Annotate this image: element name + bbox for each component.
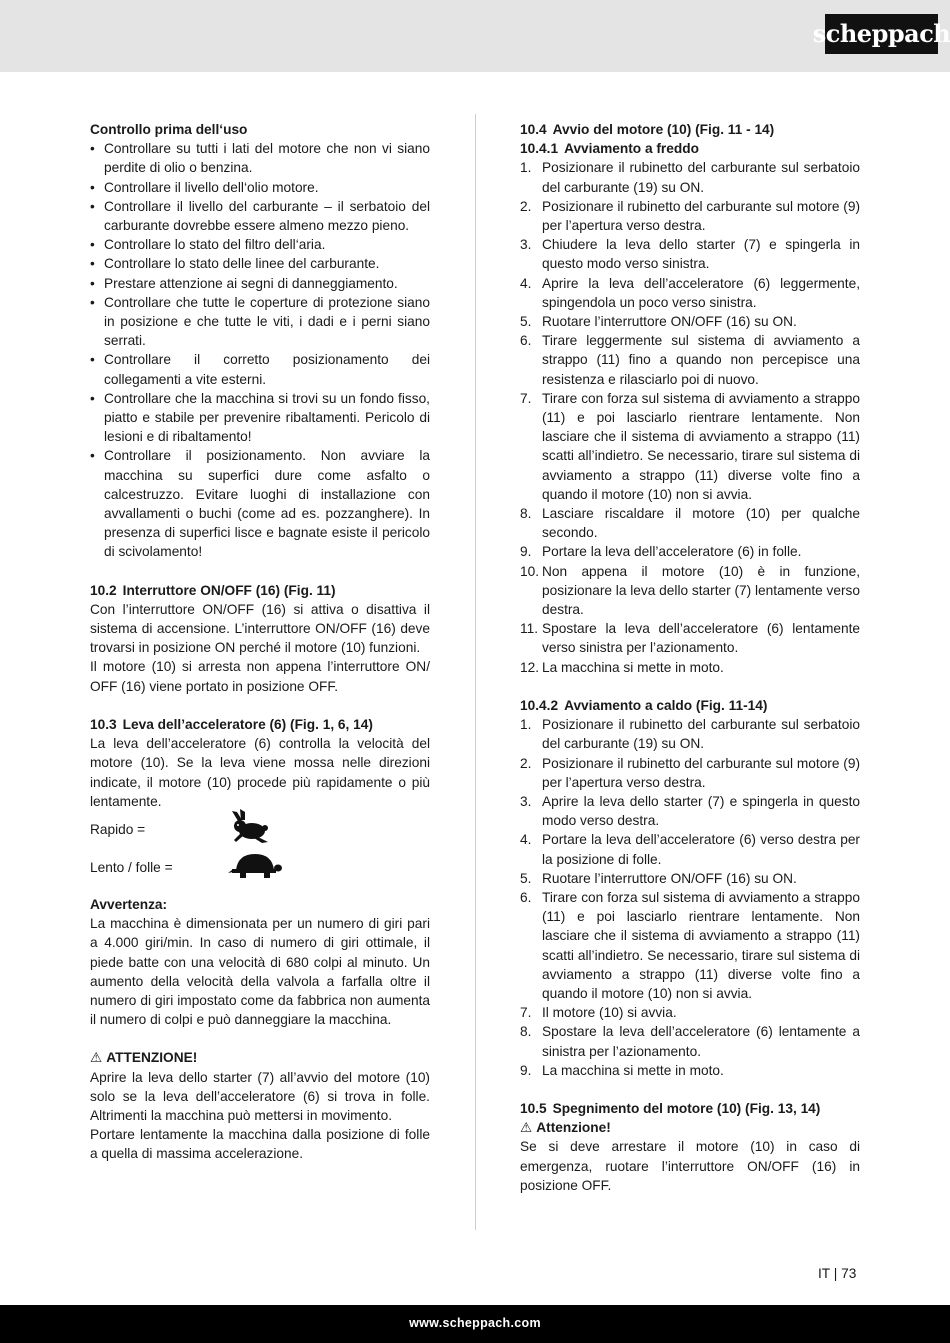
section-title: Avviamento a caldo (Fig. 11-14) <box>564 697 768 713</box>
warm-start-steps <box>520 715 860 1080</box>
rabbit-icon <box>228 809 272 850</box>
turtle-icon <box>228 850 282 885</box>
step-number: 6. <box>520 333 532 349</box>
list-item: • Controllare che tutte le coperture di protezione siano in posizione e che tutte le viti, i dadi e i perni siano serrati. <box>90 293 430 351</box>
list-item: • Controllare su tutti i lati del motore che non vi siano perdite di olio o benzina. <box>90 139 430 177</box>
step-text: Aprire la leva dello starter (7) e spingerla in questo modo verso destra. <box>542 793 860 829</box>
step-item <box>520 869 860 888</box>
step-item <box>520 754 860 792</box>
step-number: 3. <box>520 793 532 809</box>
step-text: Posizionare il rubinetto del carburante sul motore (9) per l’apertura verso destra. <box>542 198 861 234</box>
paragraph: Con l’interruttore ON/OFF (16) si attiva o disattiva il sistema di accensione. L’interruttore ON/OFF (16) deve trovarsi in posizione ON perché il motore (10) funzioni. <box>90 601 430 656</box>
step-text: Ruotare l’interruttore ON/OFF (16) su ON. <box>542 314 797 330</box>
step-item <box>520 1061 860 1080</box>
page-number-value: 73 <box>841 1266 857 1281</box>
step-item <box>520 830 860 868</box>
paragraph: Il motore (10) si arresta non appena l’interruttore ON/ OFF (16) viene portato in posizione OFF. <box>90 659 430 694</box>
step-number: 5. <box>520 314 532 330</box>
step-text: Tirare leggermente sul sistema di avviamento a strappo (11) fino a quando non percepisce una resistenza e rilasciarlo poi di nuovo. <box>542 333 860 387</box>
section-number: 10.5 <box>520 1100 547 1116</box>
step-item <box>520 504 860 542</box>
step-text: Aprire la leva dell’acceleratore (6) leggermente, spingendola un poco verso sinistra. <box>542 275 860 310</box>
step-number: 11. <box>520 621 539 637</box>
step-number: 5. <box>520 870 532 886</box>
section-10-4-1-heading <box>520 139 860 158</box>
step-item <box>520 158 860 196</box>
website-link[interactable]: www.scheppach.com <box>409 1316 541 1331</box>
step-item <box>520 619 860 657</box>
step-item <box>520 658 860 677</box>
attention-title: ATTENZIONE! <box>106 1050 198 1066</box>
brand-logo: scheppach <box>825 14 938 54</box>
list-item: • Controllare il corretto posizionamento dei collegamenti a vite esterni. <box>90 350 430 388</box>
check-list <box>90 139 430 561</box>
section-10-2-heading <box>90 581 430 600</box>
step-item <box>520 562 860 620</box>
list-item: • Controllare il livello del carburante – il serbatoio del carburante dovrebbe essere almeno mezzo pieno. <box>90 197 430 235</box>
list-item: • Controllare lo stato delle linee del carburante. <box>90 254 430 273</box>
page-separator: | <box>833 1266 838 1281</box>
page-number <box>818 1264 856 1283</box>
step-number: 7. <box>520 390 532 406</box>
step-number: 3. <box>520 237 532 253</box>
list-item: • Controllare che la macchina si trovi su un fondo fisso, piatto e stabile per prevenire ribaltamenti. Pericolo di lesioni e di ribaltamento! <box>90 389 430 447</box>
warning-heading: Avvertenza: <box>90 896 168 912</box>
warning-triangle-icon: ⚠ <box>90 1050 103 1066</box>
cold-start-steps <box>520 158 860 676</box>
paragraph: Se si deve arrestare il motore (10) in caso di emergenza, ruotare l’interruttore ON/OFF (16) in posizione OFF. <box>520 1139 860 1193</box>
step-item <box>520 197 860 235</box>
section-10-5-heading <box>520 1099 860 1118</box>
step-text: Portare la leva dell’acceleratore (6) in folle. <box>542 544 802 560</box>
right-column <box>520 120 860 1195</box>
step-item <box>520 715 860 753</box>
check-heading: Controllo prima dell‘uso <box>90 122 248 137</box>
step-text: Il motore (10) si avvia. <box>542 1005 677 1021</box>
list-item: • Controllare il livello dell‘olio motore. <box>90 178 430 197</box>
step-text: La macchina si mette in moto. <box>542 659 724 675</box>
section-title: Leva dell’acceleratore (6) (Fig. 1, 6, 14) <box>122 716 373 732</box>
step-text: Chiudere la leva dello starter (7) e spingerla in questo modo verso sinistra. <box>542 237 860 272</box>
section-10-4-heading <box>520 120 860 139</box>
step-number: 8. <box>520 1024 532 1040</box>
left-column <box>90 120 430 1164</box>
step-number: 2. <box>520 198 532 214</box>
section-title: Avvio del motore (10) (Fig. 11 - 14) <box>552 122 775 137</box>
warning-triangle-icon: ⚠ <box>520 1120 533 1136</box>
step-text: Posizionare il rubinetto del carburante sul motore (9) per l’apertura verso destra. <box>542 755 861 790</box>
step-number: 2. <box>520 755 532 771</box>
step-number: 9. <box>520 1062 532 1078</box>
step-text: Tirare con forza sul sistema di avviamento a strappo (11) e poi lasciarlo rientrare lentamente. Non lasciare che il sistema di avviamento a strappo (11) scatti all’indietro. Se necessario, tirare sul sistema di avviamento a strappo (11) diverse volte fino a quando il motore (10) non si avvia. <box>542 390 860 502</box>
step-text: Spostare la leva dell’acceleratore (6) lentamente verso sinistra per l’azionamento. <box>542 621 860 656</box>
column-divider <box>475 114 476 1230</box>
paragraph: Aprire la leva dello starter (7) all’avvio del motore (10) solo se la leva dell’acceleratore (6) si trova in folle. Altrimenti la macchina può mettersi in movimento. <box>90 1069 430 1123</box>
section-number: 10.2 <box>90 582 117 598</box>
step-number: 1. <box>520 160 532 176</box>
section-10-3-heading <box>90 715 430 734</box>
section-title: Avviamento a freddo <box>564 141 699 157</box>
section-number: 10.4.1 <box>520 141 559 157</box>
section-title: Spegnimento del motore (10) (Fig. 13, 14) <box>552 1100 821 1116</box>
page-lang: IT <box>818 1266 830 1281</box>
section-number: 10.4.2 <box>520 697 559 713</box>
section-number: 10.3 <box>90 716 117 732</box>
section-title: Interruttore ON/OFF (16) (Fig. 11) <box>122 582 336 598</box>
list-item: • Controllare lo stato del filtro dell‘aria. <box>90 235 430 254</box>
step-item <box>520 888 860 1003</box>
attention-title: Attenzione! <box>536 1120 611 1136</box>
fast-row <box>90 811 430 849</box>
step-number: 9. <box>520 544 532 560</box>
paragraph: La macchina è dimensionata per un numero di giri pari a 4.000 giri/min. In caso di numero di giri ottimale, il piede batte con una velocità di 680 colpi al minuto. Un aumento della velocità della valvola a farfalla oltre il numero di giri impostato come da fabbrica non aumenta il numero di colpi e può danneggiare la macchina. <box>90 916 430 1028</box>
step-text: La macchina si mette in moto. <box>542 1062 724 1078</box>
step-text: Posizionare il rubinetto del carburante sul serbatoio del carburante (19) su ON. <box>542 160 860 195</box>
step-number: 4. <box>520 832 532 848</box>
step-number: 8. <box>520 506 532 522</box>
step-item <box>520 1003 860 1022</box>
step-number: 1. <box>520 717 532 733</box>
step-number: 6. <box>520 889 532 905</box>
list-item: • Controllare il posizionamento. Non avviare la macchina su superfici dure come asfalto o calcestruzzo. Evitare luoghi di installazione con avvallamenti o buchi (come ad es. pozzanghere). In presenza di superfici lisce e bagnate esiste il pericolo di scivolamento! <box>90 446 430 561</box>
list-item: • Prestare attenzione ai segni di danneggiamento. <box>90 274 430 293</box>
step-item <box>520 274 860 312</box>
paragraph: Portare lentamente la macchina dalla posizione di folle a quella di massima accelerazione. <box>90 1127 430 1162</box>
step-text: Non appena il motore (10) è in funzione, posizionare la leva dello starter (7) lentamente verso destra. <box>542 563 861 618</box>
step-item <box>520 1022 860 1060</box>
step-number: 10. <box>520 563 540 579</box>
attention-heading <box>520 1118 860 1137</box>
step-number: 4. <box>520 275 532 291</box>
paragraph: La leva dell’acceleratore (6) controlla la velocità del motore (10). Se la leva viene mossa nelle direzioni indicate, il motore (10) procede più rapidamente o più lentamente. <box>90 736 430 809</box>
step-text: Tirare con forza sul sistema di avviamento a strappo (11) e poi lasciarlo rientrare lentamente. Non lasciare che il sistema di avviamento a strappo (11) scatti all’indietro. Se necessario, tirare sul sistema di avviamento a strappo (11) diverse volte fino a quando il motore (10) non si avvia. <box>542 889 860 1001</box>
step-item <box>520 235 860 273</box>
step-text: Lasciare riscaldare il motore (10) per qualche secondo. <box>542 506 860 541</box>
step-number: 7. <box>520 1005 532 1021</box>
step-item <box>520 792 860 830</box>
slow-label: Lento / folle = <box>90 860 173 876</box>
step-text: Posizionare il rubinetto del carburante sul serbatoio del carburante (19) su ON. <box>542 717 860 752</box>
slow-row <box>90 849 430 887</box>
step-item <box>520 542 860 561</box>
step-number: 12. <box>520 659 540 675</box>
step-text: Ruotare l’interruttore ON/OFF (16) su ON. <box>542 870 797 886</box>
step-item <box>520 312 860 331</box>
section-10-4-2-heading <box>520 696 860 715</box>
step-item <box>520 389 860 504</box>
section-number: 10.4 <box>520 122 547 137</box>
fast-label: Rapido = <box>90 822 146 838</box>
step-item <box>520 331 860 389</box>
attention-heading <box>90 1048 430 1067</box>
step-text: Portare la leva dell’acceleratore (6) verso destra per la posizione di folle. <box>542 832 860 867</box>
header-bar <box>0 0 950 72</box>
footer-bar <box>0 1305 950 1343</box>
step-text: Spostare la leva dell’acceleratore (6) lentamente a sinistra per l’azionamento. <box>542 1024 860 1059</box>
